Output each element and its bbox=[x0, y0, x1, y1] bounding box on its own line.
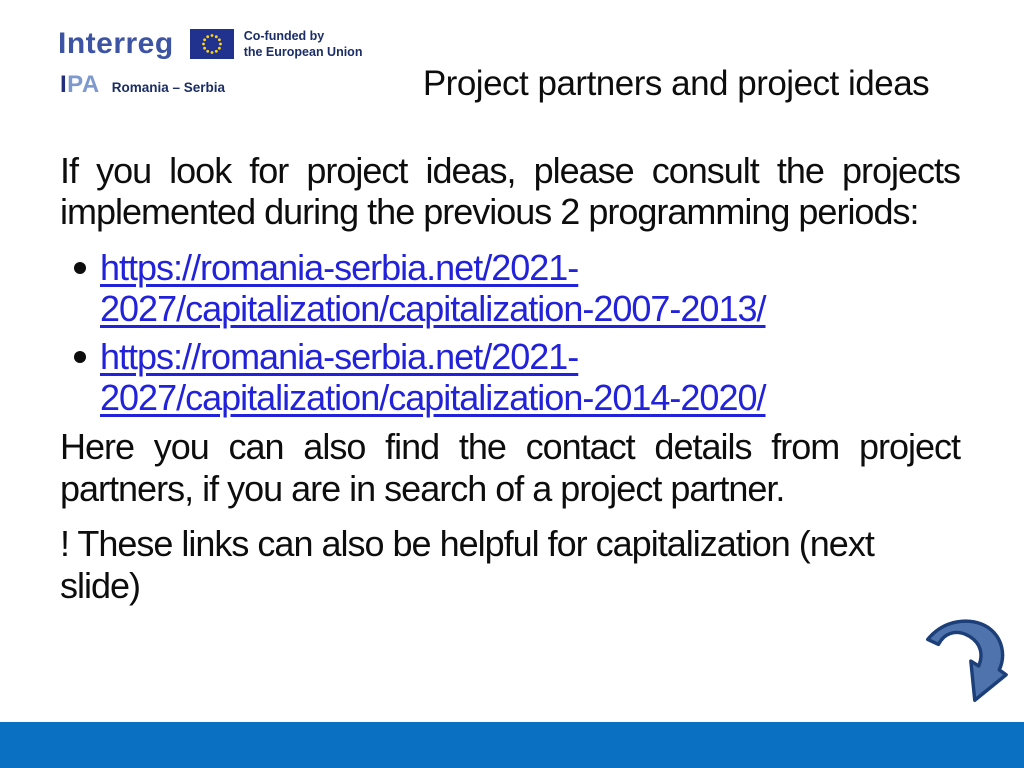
bullet-icon bbox=[74, 262, 86, 274]
list-item bbox=[60, 247, 960, 330]
curved-down-arrow-icon bbox=[914, 612, 1012, 714]
intro-paragraph: If you look for project ideas, please consult the projects implemented during the previous 2 programming periods: bbox=[60, 150, 960, 233]
eu-flag-icon bbox=[190, 29, 234, 59]
cofunded-label bbox=[244, 28, 363, 61]
capitalization-2014-2020-link[interactable]: https://romania-serbia.net/2021-2027/capitalization/capitalization-2014-2020/ bbox=[100, 335, 766, 418]
capitalization-note-paragraph: ! These links can also be helpful for capitalization (next slide) bbox=[60, 523, 874, 606]
logo-bottom-row bbox=[60, 70, 362, 98]
interreg-wordmark: Interreg bbox=[58, 27, 174, 61]
ipa-wordmark bbox=[60, 70, 100, 98]
ipa-letter-i: I bbox=[60, 70, 68, 98]
link-list bbox=[60, 247, 960, 419]
page-title: Project partners and project ideas bbox=[422, 64, 930, 103]
ipa-letters-pa: PA bbox=[67, 70, 100, 98]
program-region-label: Romania – Serbia bbox=[111, 79, 226, 95]
capitalization-2007-2013-link[interactable]: https://romania-serbia.net/2021-2027/capitalization/capitalization-2007-2013/ bbox=[100, 246, 766, 330]
contact-note-paragraph: Here you can also find the contact details from project partners, if you are in search of a project partner. bbox=[60, 426, 960, 509]
program-logo bbox=[58, 28, 362, 97]
cofunded-line2: the European Union bbox=[243, 45, 363, 60]
cofunded-line1: Co-funded by bbox=[243, 29, 325, 43]
footer-accent-bar bbox=[0, 722, 1024, 768]
logo-top-row bbox=[58, 28, 362, 61]
bullet-icon bbox=[74, 351, 86, 363]
slide-body bbox=[60, 150, 960, 606]
list-item bbox=[60, 336, 960, 419]
